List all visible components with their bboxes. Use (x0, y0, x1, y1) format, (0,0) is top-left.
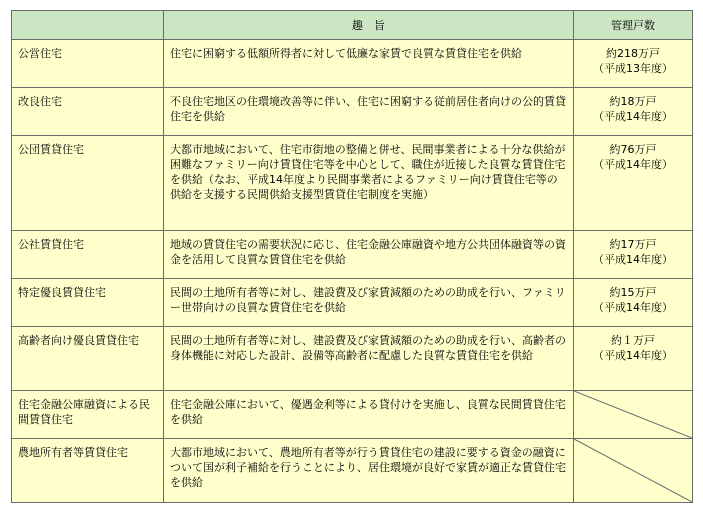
row-category: 改良住宅 (12, 88, 164, 136)
table-row (12, 391, 693, 439)
row-units (574, 40, 693, 88)
table-row (12, 136, 693, 231)
table-row (12, 231, 693, 279)
header-purpose: 趣 旨 (164, 11, 574, 40)
units-count: 約１万戸 (611, 334, 655, 347)
row-purpose: 不良住宅地区の住環境改善等に伴い、住宅に困窮する従前居住者向けの公的賃貸住宅を供給 (164, 88, 574, 136)
table-row (12, 439, 693, 503)
row-category: 農地所有者等賃貸住宅 (12, 439, 164, 503)
row-purpose: 大都市地域において、住宅市街地の整備と併せ、民間事業者による十分な供給が困難なファミリー向け賃貸住宅等を中心として、職住が近接した良質な賃貸住宅を供給（なお、平成14年度より民間事業者によるファミリー向け賃貸住宅等の供給を支援する民間供給支援型賃貸住宅制度を実施） (164, 136, 574, 231)
row-purpose: 住宅金融公庫において、優遇金利等による貸付けを実施し、良質な民間賃貸住宅を供給 (164, 391, 574, 439)
units-year: （平成14年度） (593, 253, 673, 266)
units-count: 約15万戸 (609, 286, 657, 299)
row-category: 公社賃貸住宅 (12, 231, 164, 279)
units-not-applicable-cell (574, 391, 693, 439)
diagonal-strike-line (574, 439, 692, 502)
row-category: 公営住宅 (12, 40, 164, 88)
row-category: 高齢者向け優良賃貸住宅 (12, 327, 164, 391)
row-category: 住宅金融公庫融資による民間賃貸住宅 (12, 391, 164, 439)
table-row (12, 40, 693, 88)
row-units (574, 136, 693, 231)
table-row (12, 327, 693, 391)
table-header-row (12, 11, 693, 40)
units-count: 約218万戸 (606, 47, 660, 60)
units-count: 約18万戸 (609, 95, 657, 108)
table-row (12, 279, 693, 327)
row-units (574, 231, 693, 279)
housing-table-container (11, 10, 692, 503)
row-purpose: 民間の土地所有者等に対し、建設費及び家賃減額のための助成を行い、ファミリー世帯向けの良質な賃貸住宅を供給 (164, 279, 574, 327)
diagonal-strike-line (574, 391, 692, 438)
row-purpose: 民間の土地所有者等に対し、建設費及び家賃減額のための助成を行い、高齢者の身体機能に対応した設計、設備等高齢者に配慮した良質な賃貸住宅を供給 (164, 327, 574, 391)
units-year: （平成14年度） (593, 349, 673, 362)
row-purpose: 地域の賃貸住宅の需要状況に応じ、住宅金融公庫融資や地方公共団体融資等の資金を活用して良質な賃貸住宅を供給 (164, 231, 574, 279)
row-units (574, 327, 693, 391)
row-purpose: 住宅に困窮する低額所得者に対して低廉な家賃で良質な賃貸住宅を供給 (164, 40, 574, 88)
row-category: 公団賃貸住宅 (12, 136, 164, 231)
units-count: 約76万戸 (609, 143, 657, 156)
units-year: （平成14年度） (593, 158, 673, 171)
row-purpose: 大都市地域において、農地所有者等が行う賃貸住宅の建設に要する資金の融資について国が利子補給を行うことにより、居住環境が良好で家賃が適正な賃貸住宅を供給 (164, 439, 574, 503)
units-year: （平成13年度） (593, 62, 673, 75)
row-units (574, 279, 693, 327)
row-category: 特定優良賃貸住宅 (12, 279, 164, 327)
units-year: （平成14年度） (593, 301, 673, 314)
table-row (12, 88, 693, 136)
units-not-applicable-cell (574, 439, 693, 503)
header-category (12, 11, 164, 40)
units-year: （平成14年度） (593, 110, 673, 123)
row-units (574, 88, 693, 136)
units-count: 約17万戸 (609, 238, 657, 251)
header-units: 管理戸数 (574, 11, 693, 40)
public-rental-housing-table (11, 10, 693, 503)
